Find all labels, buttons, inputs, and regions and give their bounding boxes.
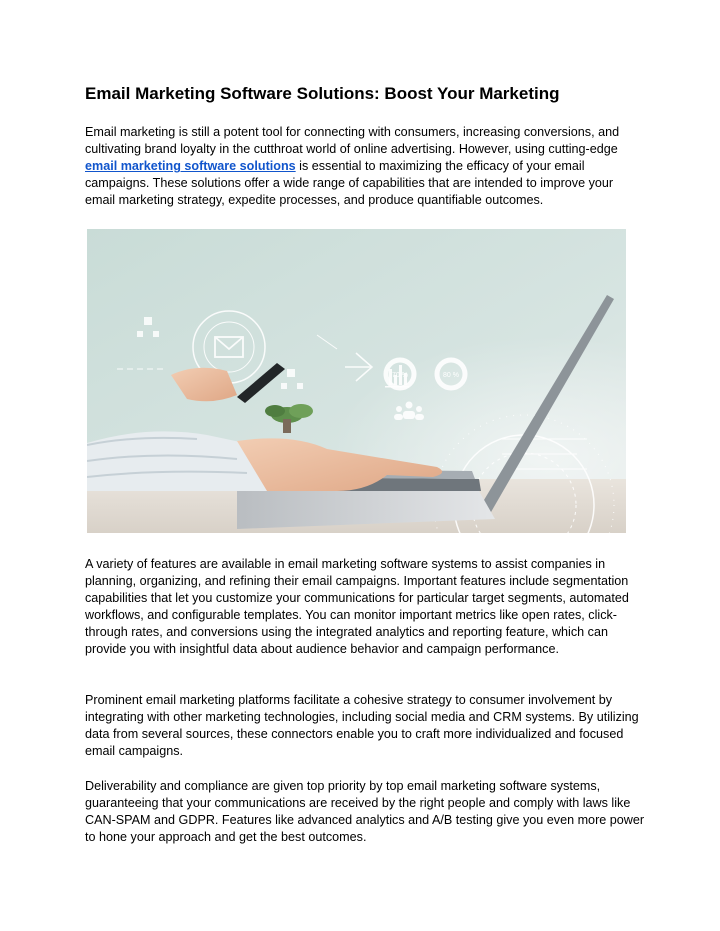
laptop-email-marketing-illustration <box>87 229 626 533</box>
intro-text-start: Email marketing is still a potent tool for connecting with consumers, increasing conversions, and cultivating brand loyalty in the cutthroat world of online advertising. However, using cutting-edge <box>85 125 620 157</box>
deliverability-paragraph: Deliverability and compliance are given top priority by top email marketing software systems, guaranteeing that your communications are received by the right people and comply with laws like CAN-SPAM and GDPR. Features like advanced analytics and A/B testing give you even more power to hone your approach and get the best outcomes. <box>85 779 645 845</box>
hero-photo <box>87 229 626 533</box>
integration-paragraph: Prominent email marketing platforms facilitate a cohesive strategy to consumer involvement by integrating with other marketing technologies, including social media and CRM systems. By utilizing data from several sources, these connectors enable you to craft more individualized and focused email campaigns. <box>85 693 639 759</box>
features-paragraph: A variety of features are available in email marketing software systems to assist companies in planning, organizing, and refining their email campaigns. Important features include segmentation capabilities that let you customize your communications for particular target segments, automated workflows, and configurable templates. You can monitor important metrics like open rates, click-through rates, and conversions using the integrated analytics and reporting feature, which can provide you with insightful data about audience behavior and campaign performance. <box>85 557 629 657</box>
percent-label-70: 70 % <box>392 372 408 379</box>
page-title: Email Marketing Software Solutions: Boost Your Marketing <box>85 84 560 103</box>
email-marketing-software-link[interactable]: email marketing software solutions <box>85 159 296 174</box>
intro-paragraph <box>85 124 645 209</box>
percent-label-80: 80 % <box>443 372 459 379</box>
intro-text-end: is essential to maximizing the efficacy of your email campaigns. These solutions offer a wide range of capabilities that are intended to improve your email marketing strategy, expedite processes, and produce quantifiable outcomes. <box>85 159 614 208</box>
